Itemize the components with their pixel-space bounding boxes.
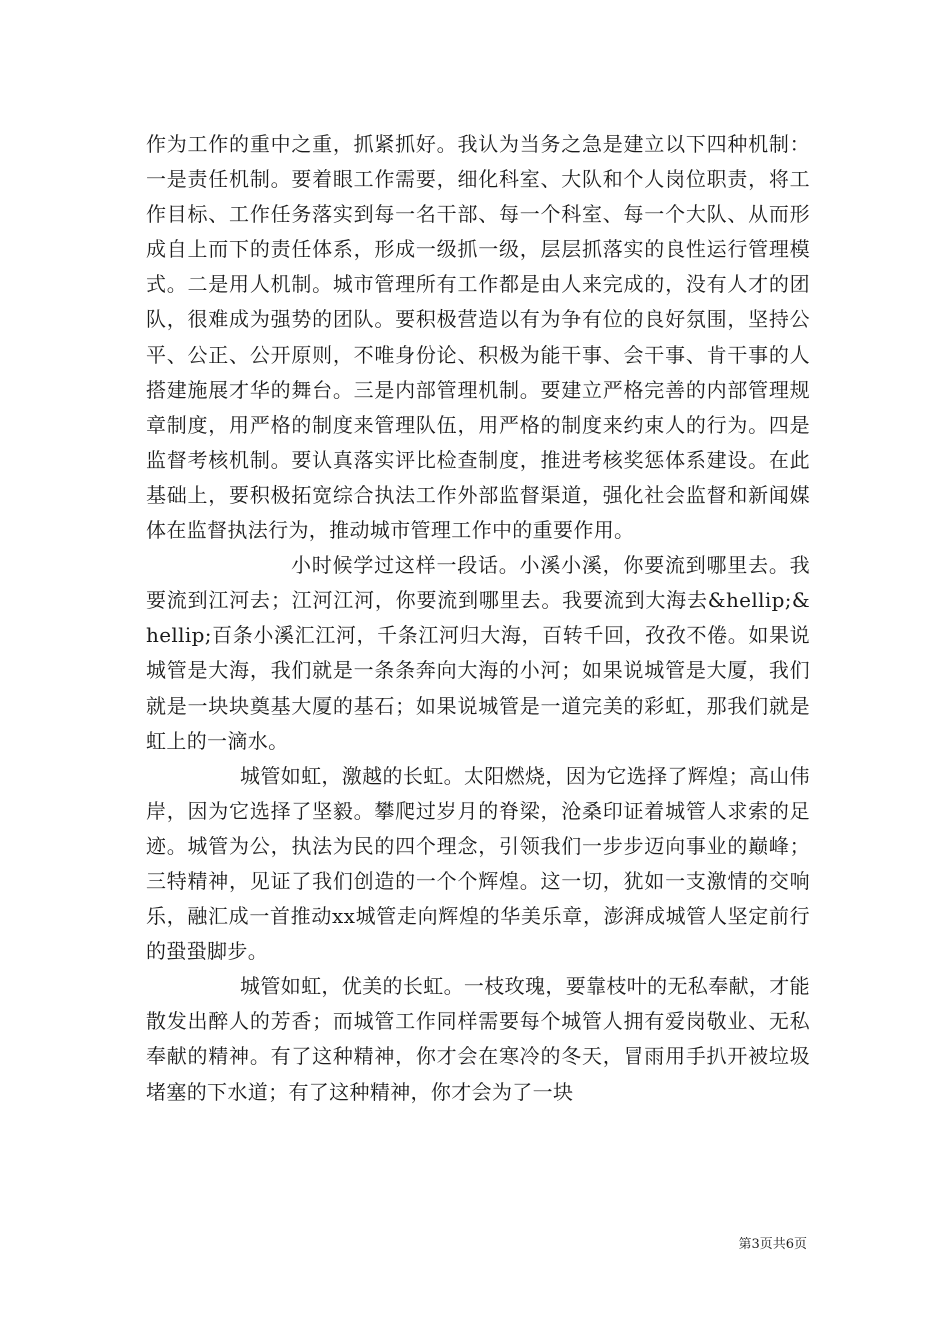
paragraph-rainbow-graceful: 城管如虹，优美的长虹。一枝玫瑰，要靠枝叶的无私奉献，才能散发出醉人的芳香；而城管工作同样需要每个城管人拥有爱岗敬业、无私奉献的精神。有了这种精神，你才会在寒冷的冬天，冒雨用手扒开被垃圾堵塞的下水道；有了这种精神，你才会为了一块 <box>146 974 810 1104</box>
paragraph-rainbow-passionate: 城管如虹，激越的长虹。太阳燃烧，因为它选择了辉煌；高山伟岸，因为它选择了坚毅。攀爬过岁月的脊梁，沧桑印证着城管人求索的足迹。城管为公，执法为民的四个理念，引领我们一步步迈向事业的巅峰；三特精神，见证了我们创造的一个个辉煌。这一切，犹如一支激情的交响乐，融汇成一首推动xx城管走向辉煌的华美乐章，澎湃成城管人坚定前行的蛩蛩脚步。 <box>146 763 810 964</box>
document-body <box>146 127 810 1110</box>
page-number: 第3页共6页 <box>738 1237 807 1252</box>
paragraph-mechanisms: 作为工作的重中之重，抓紧抓好。我认为当务之急是建立以下四种机制：一是责任机制。要着眼工作需要，细化科室、大队和个人岗位职责，将工作目标、工作任务落实到每一名干部、每一个科室、每一个大队、从而形成自上而下的责任体系，形成一级抓一级，层层抓落实的良性运行管理模式。二是用人机制。城市管理所有工作都是由人来完成的，没有人才的团队，很难成为强势的团队。要积极营造以有为争有位的良好氛围，坚持公平、公正、公开原则，不唯身份论、积极为能干事、会干事、肯干事的人搭建施展才华的舞台。三是内部管理机制。要建立严格完善的内部管理规章制度，用严格的制度来管理队伍，用严格的制度来约束人的行为。四是监督考核机制。要认真落实评比检查制度，推进考核奖惩体系建设。在此基础上，要积极拓宽综合执法工作外部监督渠道，强化社会监督和新闻媒体在监督执法行为，推动城市管理工作中的重要作用。 <box>146 132 810 543</box>
paragraph-stream-poem: 小时候学过这样一段话。小溪小溪，你要流到哪里去。我要流到江河去；江河江河，你要流到哪里去。我要流到大海去&hellip;&hellip;百条小溪汇江河，千条江河归大海，百转千回，孜孜不倦。如果说城管是大海，我们就是一条条奔向大海的小河；如果说城管是大厦，我们就是一块块奠基大厦的基石；如果说城管是一道完美的彩虹，那我们就是虹上的一滴水。 <box>146 553 810 753</box>
